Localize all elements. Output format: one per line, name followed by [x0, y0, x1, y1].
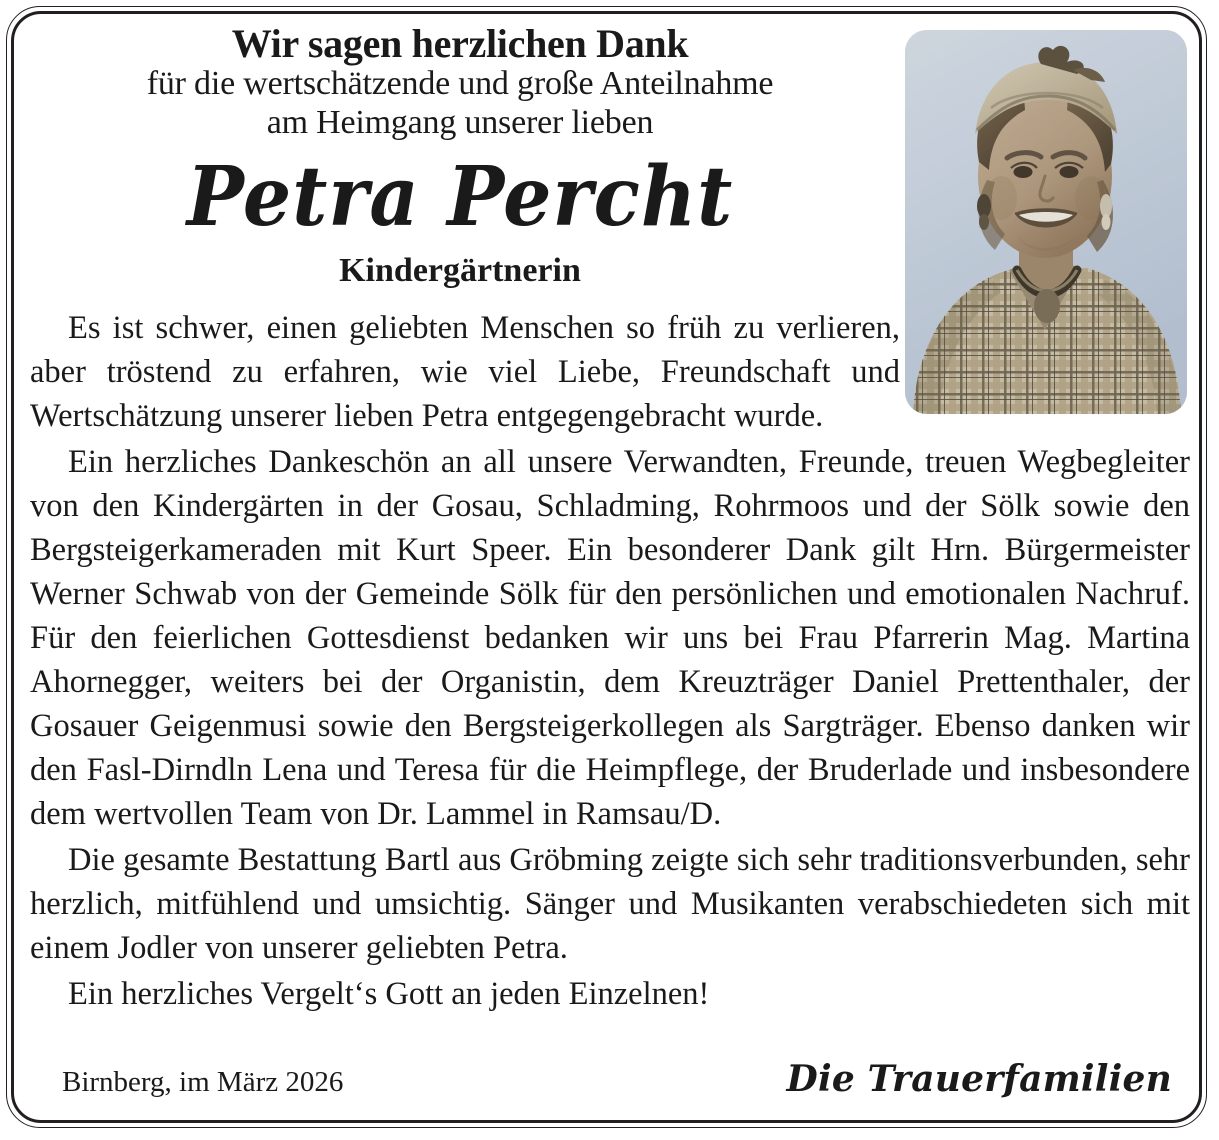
body-paragraph-3: Die gesamte Bestattung Bartl aus Gröbming zeigte sich sehr traditionsverbunden, sehr herzlich, mitfühlend und umsichtig. Sänger und Musikanten verabschiedeten sich mit einem Jodler von unserer geliebten Petra.: [30, 842, 1190, 966]
thanks-subline-1: für die wertschätzende und große Anteilnahme: [146, 65, 774, 103]
notice-footer: [62, 1060, 1172, 1100]
deceased-name: Petra Percht: [186, 148, 734, 245]
notice-header: [30, 22, 890, 143]
family-signature: Die Trauerfamilien: [786, 1058, 1172, 1100]
place-and-date: Birnberg, im März 2026: [62, 1066, 344, 1098]
body-paragraph-4: Ein herzliches Vergelt‘s Gott an jeden Einzelnen!: [68, 976, 710, 1012]
thanks-subline-2: am Heimgang unserer lieben: [266, 103, 654, 141]
body-paragraph-2: Ein herzliches Dankeschön an all unsere Verwandten, Freunde, treuen Wegbegleiter von den Kindergärten in der Gosau, Schladming, Rohrmoos und der Sölk sowie den Bergsteigerkameraden mit Kurt Speer. Ein besonderer Dank gilt Hrn. Bürgermeister Werner Schwab von der Gemeinde Sölk für den persönlichen und emotionalen Nachruf. Für den feierlichen Gottesdienst bedanken wir uns bei Frau Pfarrerin Mag. Martina Ahornegger, weiters bei der Organistin, dem Kreuzträger Daniel Prettenthaler, der Gosauer Geigenmusi sowie den Bergsteigerkollegen als Sargträger. Ebenso danken wir den Fasl-Dirndln Lena und Teresa für die Heimpflege, der Bruderlade und insbesondere dem wertvollen Team von Dr. Lammel in Ramsau/D.: [30, 444, 1190, 832]
deceased-occupation: Kindergärtnerin: [339, 252, 581, 289]
body-paragraph-1: Es ist schwer, einen geliebten Menschen so früh zu verlieren, aber tröstend zu erfahren, wie viel Liebe, Freundschaft und Wertschätzung unserer lieben Petra entgegengebracht wurde.: [30, 310, 900, 434]
thanks-headline: Wir sagen herzlichen Dank: [231, 21, 689, 66]
notice-body: [30, 306, 1190, 1018]
